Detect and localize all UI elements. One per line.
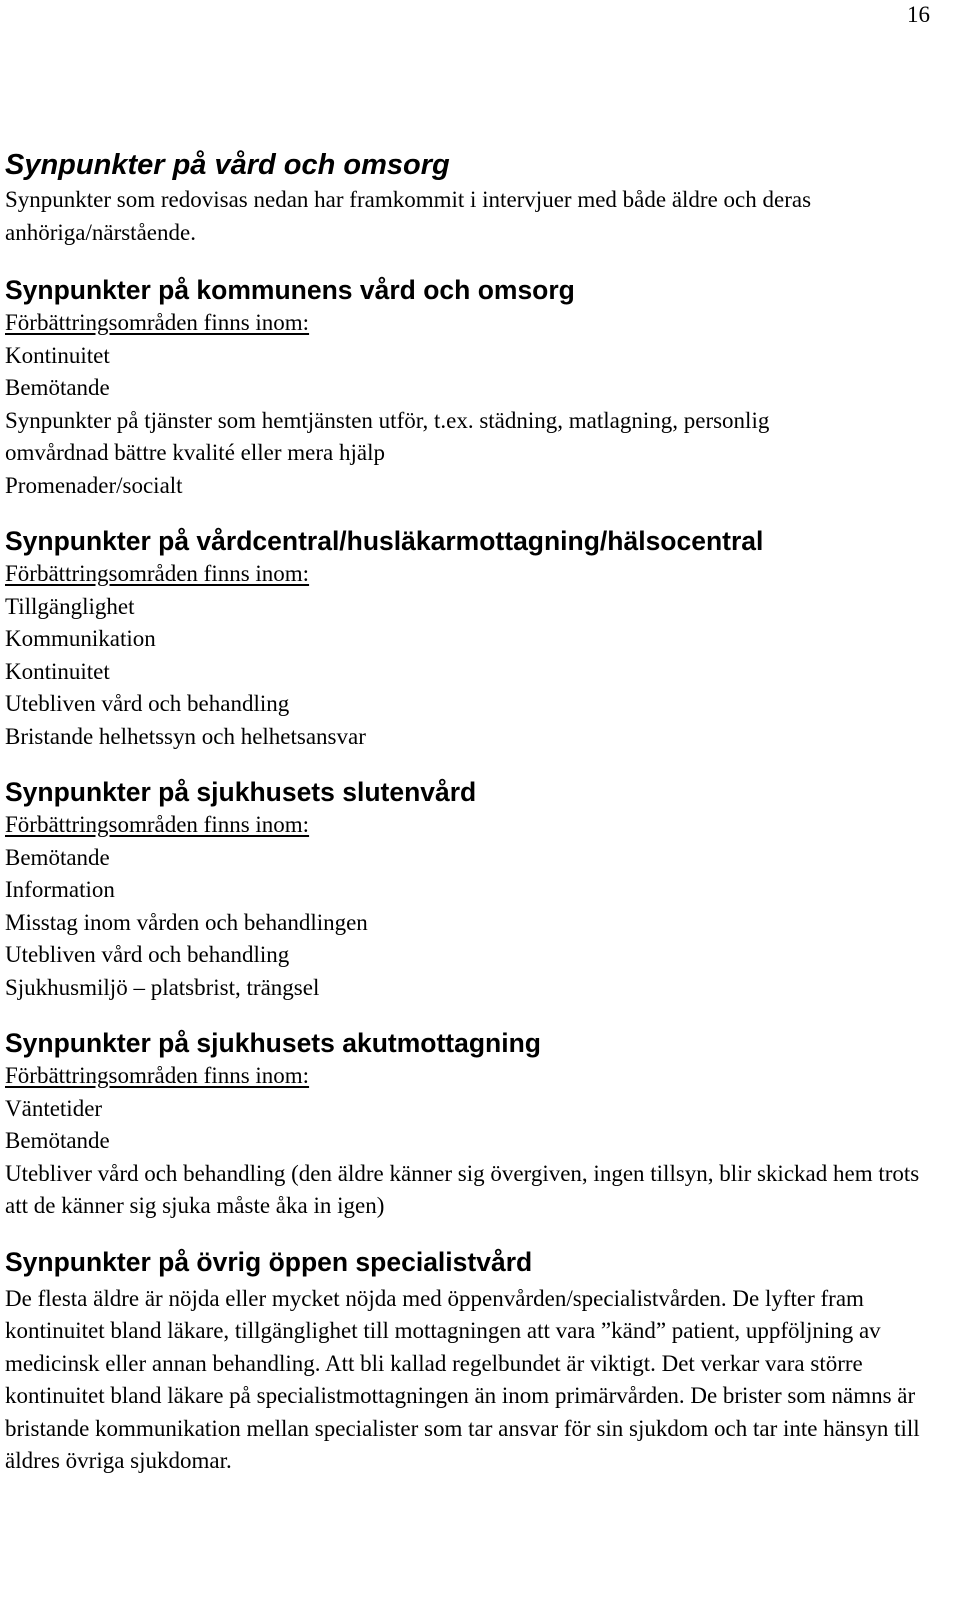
section-subheading: Förbättringsområden finns inom: xyxy=(5,1063,310,1088)
document-content xyxy=(5,146,945,1478)
section-subheading: Förbättringsområden finns inom: xyxy=(5,310,310,335)
list-item: Misstag inom vården och behandlingen xyxy=(5,909,368,935)
section-heading: Synpunkter på vårdcentral/husläkarmottagning/hälsocentral xyxy=(5,526,764,556)
section-vardcentral xyxy=(5,524,945,753)
section-heading: Synpunkter på kommunens vård och omsorg xyxy=(5,275,575,305)
list-item: Promenader/socialt xyxy=(5,472,183,498)
list-item: Information xyxy=(5,877,115,902)
list-item: Kontinuitet xyxy=(5,342,110,368)
section-paragraph: De flesta äldre är nöjda eller mycket nöjda med öppenvården/specialistvården. De lyfter fram kontinuitet bland läkare, tillgänglighet till mottagningen att vara ”känd” patient, uppföljning av medicinsk eller annan behandling. Att bli kallad regelbundet är viktigt. Det verkar vara större kontinuitet bland läkare på specialistmottagningen än inom primärvården. De brister som nämns är bristande kommunikation mellan specialister som tar ansvar för sin sjukdom och tar inte hänsyn till äldres övriga sjukdomar. xyxy=(5,1285,920,1473)
section-heading: Synpunkter på sjukhusets akutmottagning xyxy=(5,1028,541,1058)
section-heading: Synpunkter på sjukhusets slutenvård xyxy=(5,777,477,807)
document-title: Synpunkter på vård och omsorg xyxy=(5,149,450,181)
section-subheading: Förbättringsområden finns inom: xyxy=(5,561,310,586)
list-item: Kommunikation xyxy=(5,626,156,651)
section-oppen-specialistvard xyxy=(5,1245,945,1478)
list-item: Utebliven vård och behandling xyxy=(5,942,290,967)
list-item: Väntetider xyxy=(5,1095,103,1121)
section-item-list xyxy=(5,340,945,503)
page-number: 16 xyxy=(907,2,930,27)
section-slutenvard xyxy=(5,775,945,1004)
section-item-list xyxy=(5,591,945,754)
list-item: Bemötande xyxy=(5,844,110,870)
list-item: Tillgänglighet xyxy=(5,593,135,619)
section-item-list xyxy=(5,1093,945,1223)
list-item: Bemötande xyxy=(5,375,110,400)
list-item: Bristande helhetssyn och helhetsansvar xyxy=(5,723,366,749)
list-item: Bemötande xyxy=(5,1128,110,1153)
section-subheading: Förbättringsområden finns inom: xyxy=(5,812,310,837)
list-item: Kontinuitet xyxy=(5,658,110,684)
section-akutmottagning xyxy=(5,1026,945,1223)
intro-paragraph: Synpunkter som redovisas nedan har framkommit i intervjuer med både äldre och deras anhöriga/närstående. xyxy=(5,187,812,245)
list-item: Sjukhusmiljö – platsbrist, trängsel xyxy=(5,974,320,1000)
section-item-list xyxy=(5,842,945,1005)
section-heading: Synpunkter på övrig öppen specialistvård xyxy=(5,1246,533,1277)
list-item: Utebliver vård och behandling (den äldre känner sig övergiven, ingen tillsyn, blir skickad hem trots att de känner sig sjuka måste åka in igen) xyxy=(5,1160,920,1218)
section-kommunens-vard xyxy=(5,273,945,502)
list-item: Synpunkter på tjänster som hemtjänsten utför, t.ex. städning, matlagning, personlig omvårdnad bättre kvalité eller mera hjälp xyxy=(5,407,770,465)
list-item: Utebliven vård och behandling xyxy=(5,691,290,716)
